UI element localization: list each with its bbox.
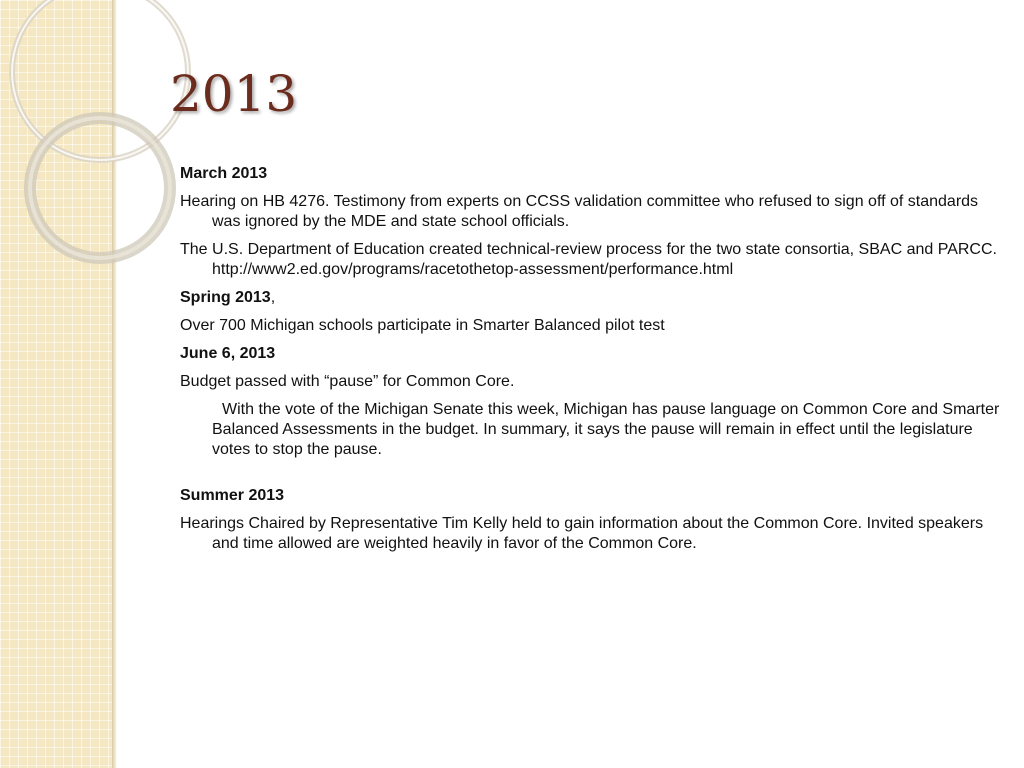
timeline-heading-march-2013: March 2013	[180, 165, 268, 182]
slide-title: 2013	[170, 65, 298, 123]
timeline-heading-summer-2013: Summer 2013	[180, 487, 285, 504]
timeline-heading-spring-2013: Spring 2013,	[180, 289, 276, 306]
timeline-entry-senate-vote: With the vote of the Michigan Senate this week, Michigan has pause language on Common Core and Smarter Balanced Assessments in the budget. In summary, it says the pause will remain in effect until the legislature votes to stop the pause.	[212, 401, 1000, 458]
decorative-circles	[0, 0, 200, 300]
timeline-entry-technical-review: The U.S. Department of Education created technical-review process for the two state consortia, SBAC and PARCC. http://www2.ed.gov/programs/racetothetop-assessment/performance.html	[180, 241, 997, 278]
timeline-entry-pilot-test: Over 700 Michigan schools participate in Smarter Balanced pilot test	[180, 317, 665, 334]
timeline-entry-hearings: Hearings Chaired by Representative Tim Kelly held to gain information about the Common Core. Invited speakers and time allowed are weighted heavily in favor of the Common Core.	[180, 515, 984, 552]
timeline-entry-hb-4276: Hearing on HB 4276. Testimony from experts on CCSS validation committee who refused to sign off of standards was ignored by the MDE and state school officials.	[180, 193, 979, 230]
timeline-heading-june-2013: June 6, 2013	[180, 345, 276, 362]
slide-content	[180, 164, 1000, 562]
timeline-entry-budget-pause: Budget passed with “pause” for Common Core.	[180, 373, 515, 390]
